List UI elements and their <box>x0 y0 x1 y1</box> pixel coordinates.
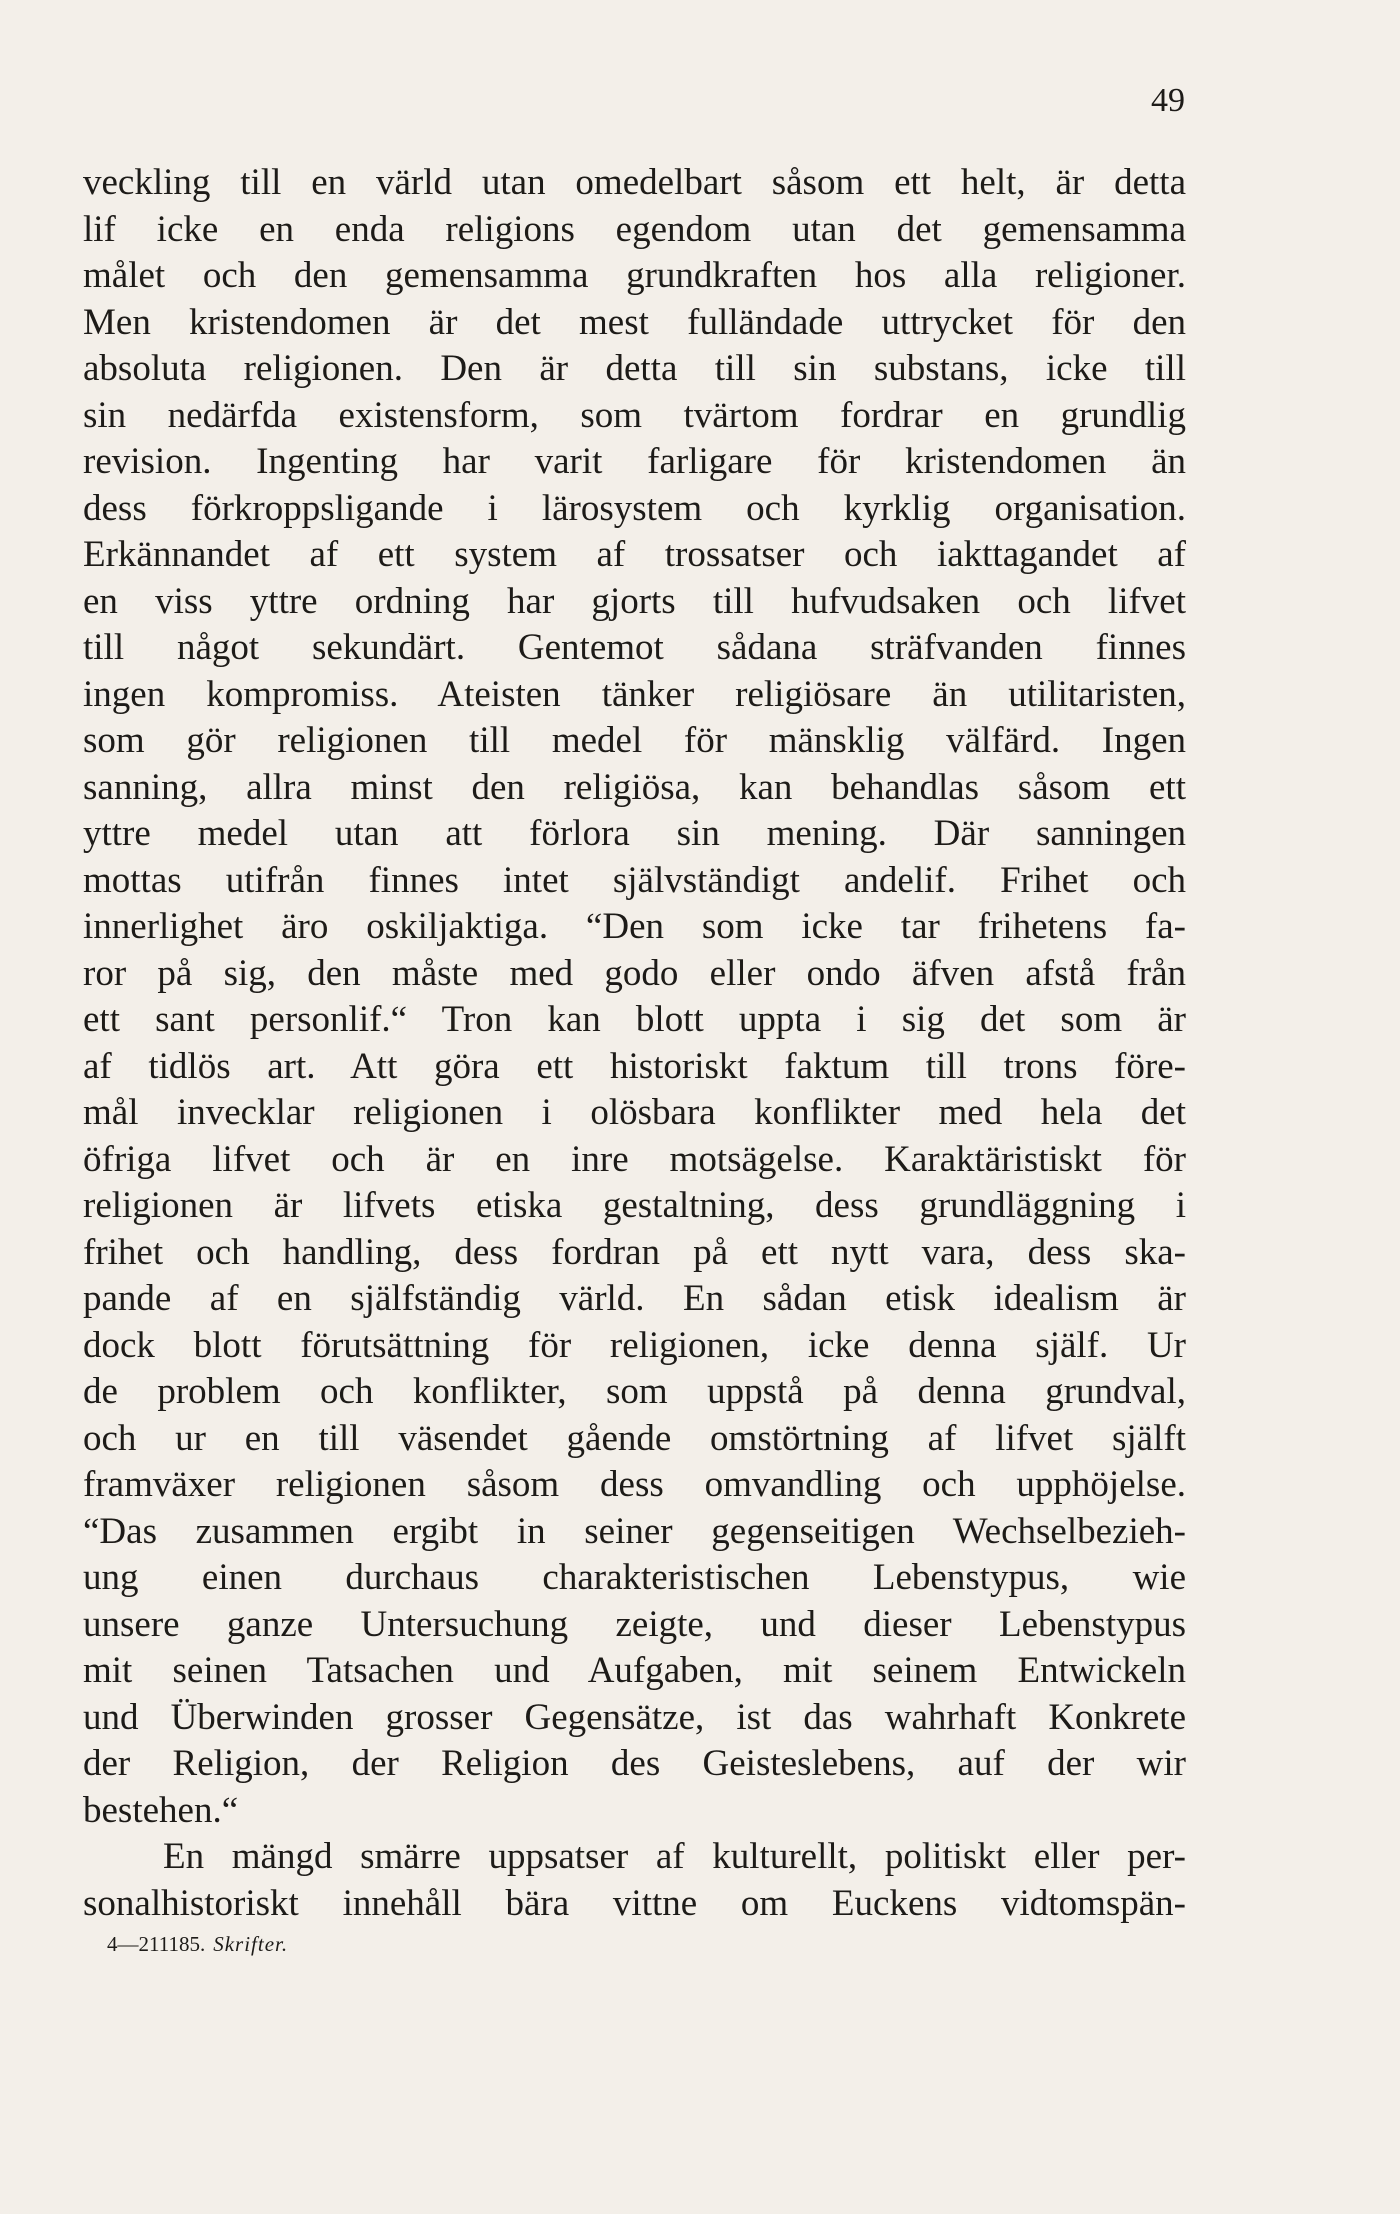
page-number: 49 <box>1151 82 1185 119</box>
text-line: ingen kompromiss. Ateisten tänker religiösare än utilitaristen, <box>83 673 1186 715</box>
text-line: de problem och konflikter, som uppstå på denna grundval, <box>83 1371 1186 1412</box>
text-line: och ur en till väsendet gående omstörtning af lifvet själft <box>83 1417 1186 1459</box>
signature-title: Skrifter. <box>213 1932 289 1956</box>
text-line: Men kristendomen är det mest fulländade uttrycket för den <box>83 301 1186 343</box>
text-line: frihet och handling, dess fordran på ett nytt vara, dess ska- <box>83 1231 1186 1273</box>
text-line: yttre medel utan att förlora sin mening. Där sanningen <box>83 813 1186 854</box>
text-line: Erkännandet af ett system af trossatser och iakttagandet af <box>83 534 1186 575</box>
text-line: dock blott förutsättning för religionen, icke denna själf. Ur <box>83 1324 1186 1366</box>
text-line: absoluta religionen. Den är detta till sin substans, icke till <box>83 348 1186 389</box>
text-line: en viss yttre ordning har gjorts till hufvudsaken och lifvet <box>83 580 1186 622</box>
text-line: framväxer religionen såsom dess omvandling och upphöjelse. <box>83 1464 1186 1505</box>
text-line: bestehen.“ <box>83 1789 239 1831</box>
text-line: sanning, allra minst den religiösa, kan behandlas såsom ett <box>83 766 1186 808</box>
text-line: öfriga lifvet och är en inre motsägelse. Karaktäristiskt för <box>83 1138 1186 1180</box>
text-line: sonalhistoriskt innehåll bära vittne om Euckens vidtomspän- <box>83 1882 1186 1924</box>
text-line: sin nedärfda existensform, som tvärtom fordrar en grundlig <box>83 394 1186 436</box>
text-line: som gör religionen till medel för mänsklig välfärd. Ingen <box>83 720 1186 761</box>
body-text <box>83 160 1186 1927</box>
text-line: mit seinen Tatsachen und Aufgaben, mit seinem Entwickeln <box>83 1650 1186 1691</box>
text-line: En mängd smärre uppsatser af kulturellt, politiskt eller per- <box>163 1836 1186 1877</box>
text-line: “Das zusammen ergibt in seiner gegenseitigen Wechselbezieh- <box>83 1510 1186 1552</box>
text-line: målet och den gemensamma grundkraften hos alla religioner. <box>83 255 1186 296</box>
text-line: ett sant personlif.“ Tron kan blott uppta i sig det som är <box>83 999 1186 1040</box>
text-line: innerlighet äro oskiljaktiga. “Den som icke tar frihetens fa- <box>83 906 1186 947</box>
text-line: dess förkroppsligande i lärosystem och kyrklig organisation. <box>83 487 1186 529</box>
text-line: veckling till en värld utan omedelbart såsom ett helt, är detta <box>83 162 1186 203</box>
text-line: af tidlös art. Att göra ett historiskt faktum till trons före- <box>83 1045 1186 1087</box>
signature-code: 4—211185. <box>107 1932 206 1956</box>
text-line: ror på sig, den måste med godo eller ondo äfven afstå från <box>83 952 1186 994</box>
text-line: religionen är lifvets etiska gestaltning, dess grundläggning i <box>83 1185 1186 1226</box>
text-line: ung einen durchaus charakteristischen Lebenstypus, wie <box>83 1557 1186 1598</box>
printer-signature <box>107 1932 288 1957</box>
text-line: und Überwinden grosser Gegensätze, ist das wahrhaft Konkrete <box>83 1696 1186 1738</box>
text-line: unsere ganze Untersuchung zeigte, und dieser Lebenstypus <box>83 1603 1186 1645</box>
text-line: der Religion, der Religion des Geisteslebens, auf der wir <box>83 1743 1186 1784</box>
text-line: mål invecklar religionen i olösbara konflikter med hela det <box>83 1092 1186 1133</box>
text-line: pande af en själfständig värld. En sådan etisk idealism är <box>83 1278 1186 1319</box>
text-line: lif icke en enda religions egendom utan det gemensamma <box>83 208 1186 250</box>
text-line: mottas utifrån finnes intet självständigt andelif. Frihet och <box>83 859 1186 901</box>
text-line: till något sekundärt. Gentemot sådana sträfvanden finnes <box>83 627 1186 668</box>
text-line: revision. Ingenting har varit farligare för kristendomen än <box>83 441 1186 482</box>
